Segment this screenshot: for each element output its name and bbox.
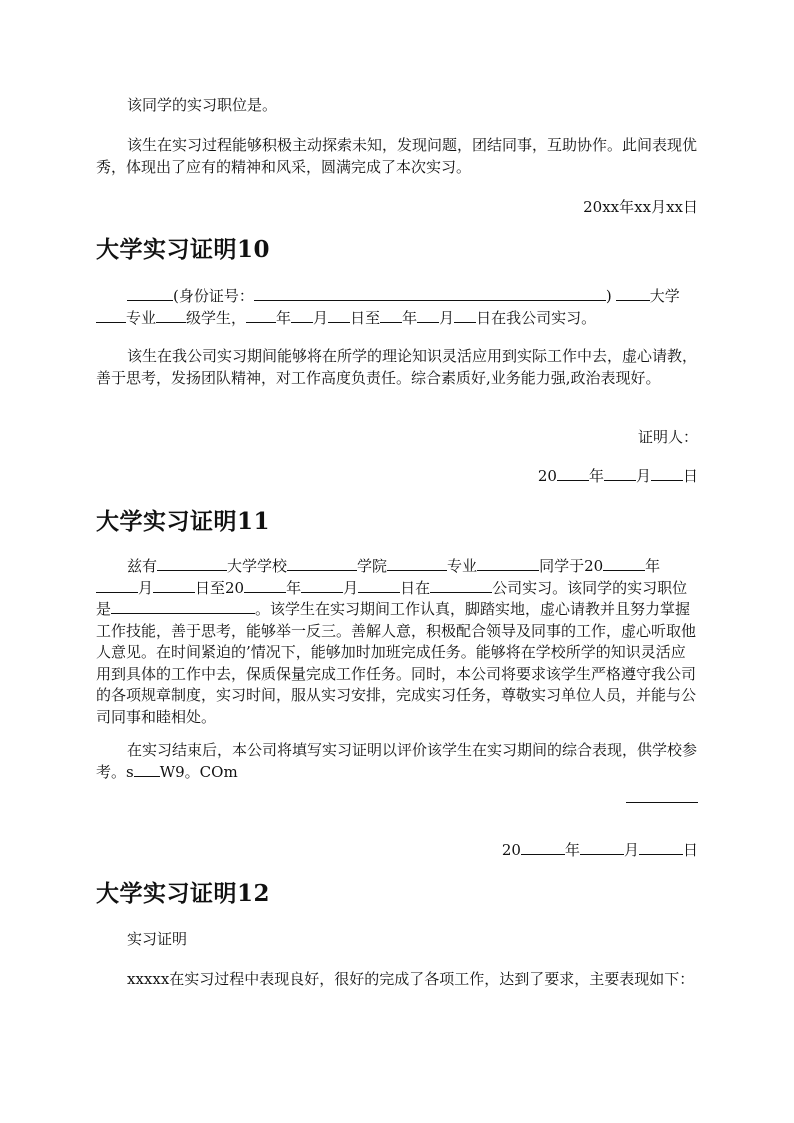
s11-paragraph-1 [96, 556, 698, 728]
start-month-blank [291, 308, 313, 323]
s10-fill-line-1 [96, 286, 698, 308]
s11-t8: 日至20 [195, 578, 245, 597]
company-blank [430, 578, 492, 593]
s11-t1: 兹有 [127, 557, 158, 575]
end-year-blank [380, 308, 402, 323]
s11-t6: 年 [645, 557, 661, 575]
s10-id-close: ) [605, 287, 612, 305]
s11-signature-line [626, 802, 698, 803]
start-month-blank-11 [96, 578, 138, 593]
s10-year-label: 年 [276, 309, 292, 327]
s11-t12: 公司实习。该同学的实习职位是 [96, 578, 688, 618]
s11-t13: 。该学生在实习期间工作认真，脚踏实地，虚心请教并且努力掌握工作技能，善于思考，能够举一反三。善解人意，积极配合领导及同事的工作，虚心听取他人意见。在时间紧迫的’情况下，能够加时加班完成任务。能够将在学校所学的知识灵活应用到具体的工作中去，保质保量完成工作任务。同时，本公司将要求该学生严格遵守我公司的各项规章制度，实习时间，服从实习安排，完成实习任务，尊敬实习单位人员，并能与公司同事和睦相处。 [96, 600, 697, 726]
end-month-blank [417, 308, 439, 323]
s11-p2-a: 在实习结束后，本公司将填写实习证明以评价该学生在实习期间的综合表现，供学校参考。s [96, 741, 698, 781]
section-10-heading: 大学实习证明10 [96, 236, 271, 263]
s12-title: 实习证明 [127, 930, 188, 948]
s11-paragraph-2 [96, 740, 698, 783]
s12-paragraph: xxxxx在实习过程中表现良好，很好的完成了各项工作，达到了要求，主要表现如下： [127, 970, 695, 988]
s10-paragraph: 该生在我公司实习期间能够将在所学的理论知识灵活应用到实际工作中去，虚心请教，善于思考，发扬团队精神，对工作高度负责任。综合素质好,业务能力强,政治表现好。 [96, 347, 698, 387]
s11-t10: 月 [343, 578, 359, 597]
end-month-blank-11 [301, 578, 343, 593]
end-year-blank-11 [244, 578, 286, 593]
s11-t5: 同学于20 [539, 557, 604, 575]
s10-end-year-label: 年 [402, 309, 418, 327]
s11-date-20: 20 [501, 841, 521, 859]
position-blank [111, 599, 255, 614]
s11-t2: 大学学校 [227, 557, 288, 575]
s10-date [96, 466, 698, 488]
id-number-blank [254, 286, 606, 301]
s10-date-20: 20 [537, 467, 557, 485]
s10-witness: 证明人： [637, 428, 698, 446]
s11-date-month: 月 [623, 841, 639, 859]
college-blank [287, 556, 357, 571]
s9-date: 20xx年xx月xx日 [583, 198, 698, 216]
name-blank [127, 286, 173, 301]
s10-end-month-label: 月 [439, 309, 455, 327]
university-blank [616, 286, 650, 301]
major-blank [96, 308, 126, 323]
s9-paragraph: 该生在实习过程能够积极主动探索未知，发现问题，团结同事，互助协作。此间表现优秀，体现出了应有的精神和风采，圆满完成了本次实习。 [96, 136, 698, 176]
s11-date-year: 年 [564, 841, 580, 859]
s10-end-label: 日在我公司实习。 [476, 309, 597, 327]
grade-blank [156, 308, 186, 323]
s11-t4: 专业 [447, 557, 478, 575]
end-day-blank [454, 308, 476, 323]
start-year-blank [246, 308, 276, 323]
s11-inline-blank [134, 762, 160, 777]
start-day-blank-11 [153, 578, 195, 593]
s10-year-blank [557, 466, 589, 481]
s10-university-label: 大学 [649, 287, 680, 305]
s10-day-to-label: 日至 [350, 309, 381, 327]
s10-day-blank [651, 466, 683, 481]
s10-month-blank [604, 466, 636, 481]
start-year-blank-11 [603, 556, 645, 571]
s10-fill-line-2 [96, 308, 698, 330]
section-12-heading: 大学实习证明12 [96, 880, 271, 907]
s10-id-label: (身份证号： [173, 287, 254, 305]
end-day-blank-11 [358, 578, 400, 593]
s11-t3: 学院 [357, 557, 388, 575]
s10-date-month: 月 [635, 467, 651, 485]
student-blank [477, 556, 539, 571]
school-blank [157, 556, 227, 571]
s9-position-line: 该同学的实习职位是。 [127, 96, 278, 114]
s10-month-label: 月 [313, 309, 329, 327]
s11-year-blank [521, 840, 565, 855]
major-blank-11 [387, 556, 447, 571]
s10-date-year: 年 [588, 467, 604, 485]
s11-date-day: 日 [682, 841, 698, 859]
section-11-heading: 大学实习证明11 [96, 508, 271, 535]
s10-major-label: 专业 [126, 309, 157, 327]
s11-date [96, 840, 698, 862]
s11-month-blank [580, 840, 624, 855]
s11-day-blank [639, 840, 683, 855]
s10-grade-label: 级学生， [186, 309, 247, 327]
s10-date-day: 日 [682, 467, 698, 485]
s11-t9: 年 [286, 578, 302, 597]
start-day-blank [328, 308, 350, 323]
s11-t7: 月 [138, 578, 154, 597]
s11-t11: 日在 [400, 578, 431, 597]
s11-p2-b: W9。COm [159, 762, 238, 781]
